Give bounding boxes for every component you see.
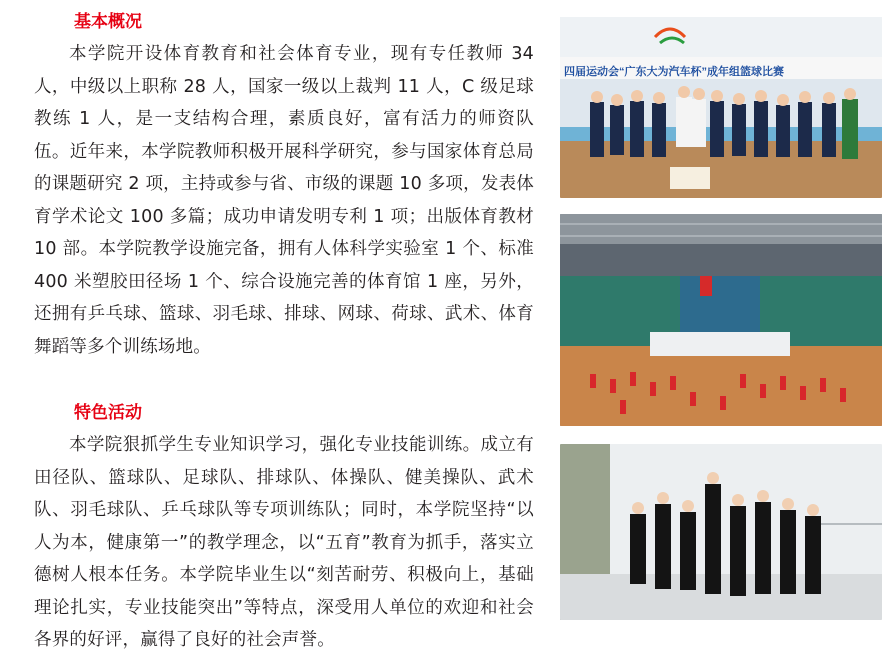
banner-text: 四届运动会“广东大为汽车杯”成年组篮球比赛 xyxy=(564,66,784,78)
text-column xyxy=(34,10,534,657)
section-heading-overview: 基本概况 xyxy=(74,12,142,32)
basketball-team-photo xyxy=(560,17,882,198)
overview-paragraph: 本学院开设体育教育和社会体育专业，现有专任教师 34 人，中级以上职称 28 人，国家一级以上裁判 11 人，C 级足球教练 1 人，是一支结构合理，素质良好，富有活力的师资队伍。近年来，本学院教师积极开展科学研究，参与国家体育总局的课题研究 2 项，主持或参与省、市级的课题 10 多项，发表体育学术论文 100 多篇；成功申请发明专利 1 项；出版体育教材 10 部。本学院教学设施完备，拥有人体科学实验室 1 个、标准 400 米塑胶田径场 1 个、综合设施完善的体育馆 1 座，另外，还拥有乒乓球、篮球、羽毛球、排球、网球、荷球、武术、体育舞蹈等多个训练场地。 xyxy=(34,44,534,357)
dance-group-photo xyxy=(560,444,882,620)
activities-paragraph: 本学院狠抓学生专业知识学习，强化专业技能训练。成立有田径队、篮球队、足球队、排球队、体操队、健美操队、武术队、羽毛球队、乒乓球队等专项训练队；同时，本学院坚持“以人为本，健康第一”的教学理念，以“五育”教育为抓手，落实立德树人根本任务。本学院毕业生以“刻苦耐劳、积极向上，基础理论扎实，专业技能突出”等特点，深受用人单位的欢迎和社会各界的好评，赢得了良好的社会声誉。 xyxy=(34,435,534,650)
section-heading-activities: 特色活动 xyxy=(74,403,142,423)
gymnasium-performance-photo xyxy=(560,214,882,426)
